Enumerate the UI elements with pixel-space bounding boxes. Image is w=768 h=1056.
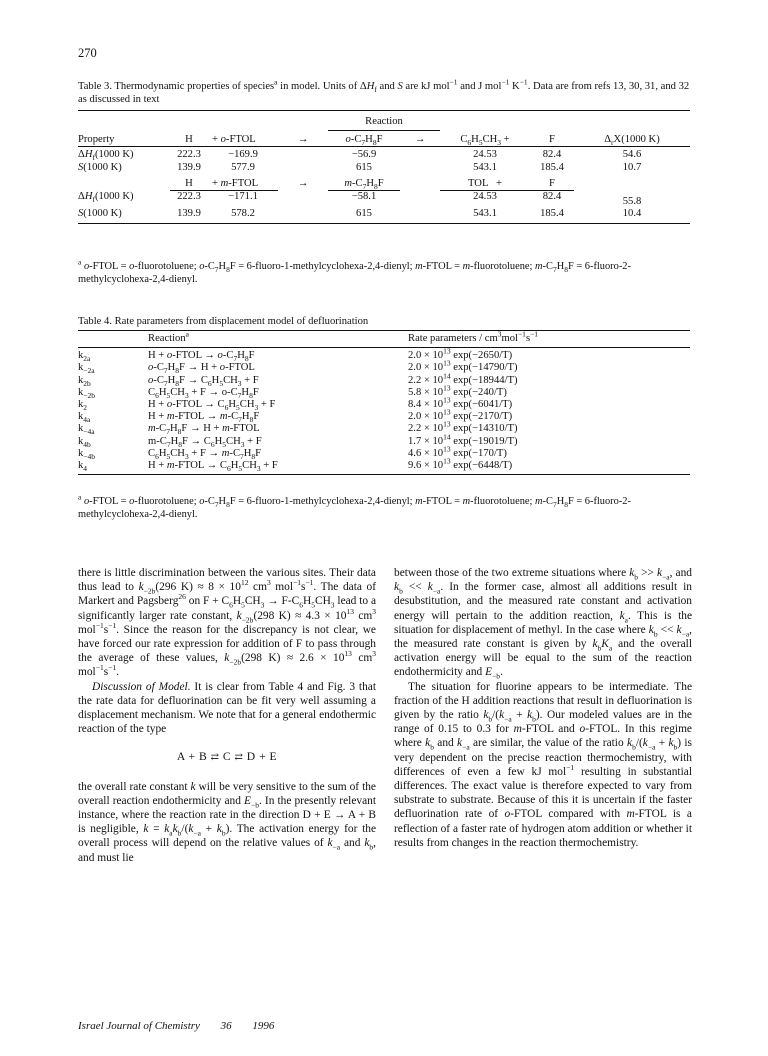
journal-name: Israel Journal of Chemistry: [78, 1020, 200, 1032]
table3-footnote: $^a$ o-FTOL = o-fluorotoluene; $o-C_7H_8F$ = 6-fluoro-1-methylcyclohexa-2,4-dienyl; m-FTOL = m-fluorotoluene; $m-C_7H_8F$ = 6-fluoro-2-methylcyclohexa-2,4-dienyl.: [78, 257, 631, 285]
property-header: Property: [78, 133, 115, 145]
table3: Reaction Property H + o-FTOL → $o-C_7H_8F$ → $C_6H_5CH_3$ + F $\Delta_rX(1000$ K) $\Delta H_f(1000$ K) 222.3 −169.9 −56.9 24.53 82.4 54.6 S(1000 K) 139.9 577.9 615 543.1 185.4 10.7 H + m-FTOL → $m-C_7H_8F$ TOL + F $\Delta H_f(1000$ K) 222.3 −171.1 −58.1 24.53 82.4 55.8 S(1000 K) 139.9 578.2 615 543.1 185.4 10.4: [78, 110, 690, 224]
table3-caption: Table 3. Thermodynamic properties of species$^a$ in model. Units of $\Delta H_f$ and S are kJ mol$^{-1}$ and J mol$^{-1}$ $K^{-1}$. Data are from refs 13, 30, 31, and 32 as discussed in text: [78, 77, 690, 105]
table4-caption: Table 4. Rate parameters from displacement model of defluorination: [78, 316, 369, 327]
table4: Reaction$^a$ Rate parameters / $cm^3mol^{-1}s^{-1}$ $k_{2a}$ H + o-FTOL → $o-C_7H_8F$ $2.0 \times 10^{13}$ exp(−2650/T) $k_{-2a}$ $o-C_7H_8F \to H$ + o-FTOL $2.0 \times 10^{13}$ exp(−14790/T) $k_{2b}$ $o-C_7H_8F \to C_6H_5CH_3 + F$ $2.2 \times 10^{14}$ exp(−18944/T) $k_{-2b}$ $C_6H_5CH_3 + F \to o-C_7H_8F$ $5.8 \times 10^{13}$ exp(−240/T) $k_2$ H + o-FTOL → $C_6H_5CH_3 + F$ $8.4 \times 10^{13}$ exp(−6041/T) $k_{4a}$ H + m-FTOL → $m-C_7H_8F$ $2.0 \times 10^{13}$ exp(−2170/T) $k_{-4a}$ $m-C_7H_8F \to H$ + m-FTOL $2.2 \times 10^{13}$ exp(−14310/T) $k_{4b}$ $m-C_7H_8F \to C_6H_5CH_3 + F$ $1.7 \times 10^{14}$ exp(−19019/T) $k_{-4b}$ $C_6H_5CH_3 + F \to m-C_7H_8F$ $4.6 \times 10^{13}$ exp(−170/T) $k_4$ H + m-FTOL → $C_6H_5CH_3 + F$ $9.6 \times 10^{13}$ exp(−6448/T): [78, 330, 690, 475]
reaction-header: Reaction: [328, 111, 440, 131]
table4-footnote: $^a$ o-FTOL = o-fluorotoluene; $o-C_7H_8F$ = 6-fluoro-1-methylcyclohexa-2,4-dienyl; m-FTOL = m-fluorotoluene; $m-C_7H_8F$ = 6-fluoro-2-methylcyclohexa-2,4-dienyl.: [78, 492, 631, 520]
reaction-equation: A + B ⇄ C ⇄ D + E: [176, 750, 278, 764]
body-column-left: there is little discrimination between the various sites. Their data thus lead to $k_{-2b}(296$ $K) \approx 8 \times 10^{12}$ $cm^3$ $mol^{-1}s^{-1}$. The data of Markert and Pagsberg$^{26}$ on $F + C_6H_5CH_3 \to F-C_6H_5CH_3$ lead to a significantly larger rate constant, $k_{-2b}(298$ $K) \approx 4.3 \times 10^{13}$ $cm^3$ $mol^{-1}s^{-1}$. Since the reason for the discrepancy is not clear, we have forced our rate expression for addition of F to pass through the average of these values, $k_{-2b}(298$ $K) \approx 2.6 \times 10^{13}$ $cm^3$ $mol^{-1}s^{-1}$. Discussion of Model. It is clear from Table 4 and Fig. 3 that the rate data for defluorination can be fit very well assuming a displacement mechanism. We note that for a general endothermic reaction of the type A + B ⇄ C ⇄ D + E the overall rate constant k will be very sensitive to the sum of the overall reaction endothermicity and $E_{-b}$. In the presently relevant instance, where the reaction rate in the direction D + E → A + B is negligible, $k = k_ak_b/(k_{-a} + k_b)$. The activation energy for the overall process will depend on the relative values of $k_{-a}$ and $k_b$, and must lie: [78, 567, 377, 864]
journal-year: 1996: [252, 1020, 275, 1032]
journal-volume: 36: [220, 1020, 232, 1032]
body-column-right: between those of the two extreme situations where $k_b >> k_{-a}$, and $k_b << k_{-a}$. In the former case, almost all additions result in desubstitution, and the measured rate constant and activation energy will pertain to the addition reaction, $k_a$. This is the situation for displacement of methyl. In the case where $k_b << k_{-a}$, the measured rate constant is given by $k_bK_a$ and the overall activation energy will be equal to the sum of the reaction endothermicity and $E_{-b}$. The situation for fluorine appears to be intermediate. The fraction of the H addition reactions that result in defluorination is given by the ratio $k_b/(k_{-a} + k_b)$. Our modeled values are in the range of 0.15 to 0.3 for m-FTOL and o-FTOL. In this regime where $k_b$ and $k_{-a}$ are similar, the value of the ratio $k_b/(k_{-a} + k_b)$ is very dependent on the precise reaction thermochemistry, with differences of even a few kJ mol$^{-1}$ resulting in substantial differences. The exact value is therefore expected to vary from substrate to substrate. Because of this it is uncertain if the faster defluorination rate of o-FTOL compared with m-FTOL is a reflection of a faster rate of hydrogen atom addition or whether it results from changes in the reaction thermochemistry.: [394, 567, 693, 849]
running-footer: [78, 1020, 292, 1032]
page-number: 270: [78, 46, 97, 60]
